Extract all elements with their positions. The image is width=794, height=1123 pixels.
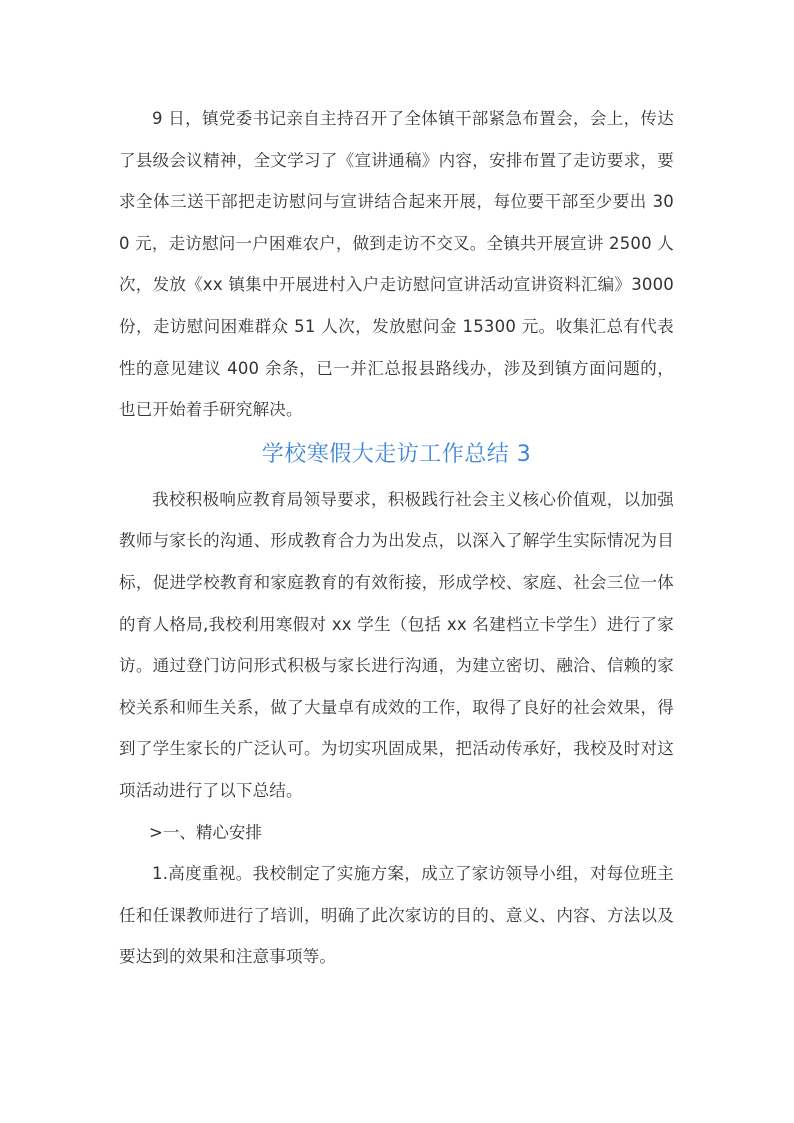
section-heading: 学校寒假大走访工作总结 3 [261, 441, 532, 467]
document-body [119, 98, 674, 978]
paragraph-school-visit: 我校积极响应教育局领导要求，积极践行社会主义核心价值观，以加强教师与家长的沟通、形成教育合力为出发点，以深入了解学生实际情况为目标，促进学校教育和家庭教育的有效衔接，形成学校、家庭、社会三位一体的育人格局,我校利用寒假对 xx 学生（包括 xx 名建档立卡学生）进行了家访。通过登门访问形式积极与家长进行沟通，为建立密切、融洽、信赖的家校关系和师生关系，做了大量卓有成效的工作，取得了良好的社会效果，得到了学生家长的广泛认可。为切实巩固成果，把活动传承好，我校及时对这项活动进行了以下总结。 [119, 489, 674, 800]
paragraph-high-priority: 1.高度重视。我校制定了实施方案，成立了家访领导小组，对每位班主任和任课教师进行了培训，明确了此次家访的目的、意义、内容、方法以及要达到的效果和注意事项等。 [119, 864, 674, 967]
subsection-heading: >一、精心安排 [149, 822, 262, 842]
paragraph-town-visit: 9 日，镇党委书记亲自主持召开了全体镇干部紧急布置会，会上，传达了县级会议精神，全文学习了《宣讲通稿》内容，安排布置了走访要求，要求全体三送干部把走访慰问与宣讲结合起来开展，每位要干部至少要出 300 元，走访慰问一户困难农户，做到走访不交叉。全镇共开展宣讲 2500 人次，发放《xx 镇集中开展进村入户走访慰问宣讲活动宣讲资料汇编》3000 份，走访慰问困难群众 51 人次，发放慰问金 15300 元。收集汇总有代表性的意见建议 400 余条，已一并汇总报县路线办，涉及到镇方面问题的，也已开始着手研究解决。 [119, 109, 674, 420]
